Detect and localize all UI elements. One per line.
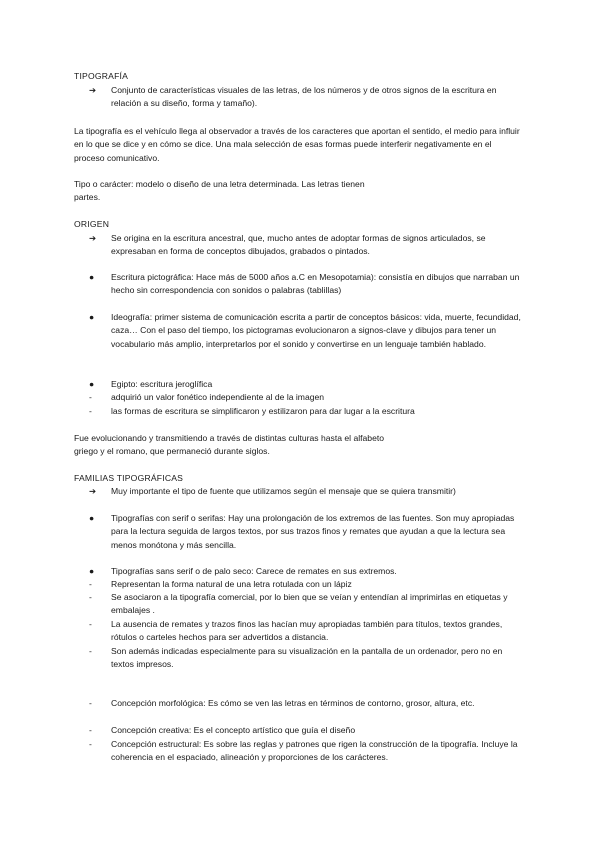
list-item-text: Ideografía: primer sistema de comunicación escrita a partir de conceptos básicos: vida, muerte, fecundidad, caza… Con el paso del tiempo, los pictogramas evolucionaron a signos-clave y dibujos para tener un vocabulario más amplio, interpretarlos por el sonido y convertirse en un lenguaje también hablado. — [111, 312, 521, 349]
arrow-icon: ➔ — [89, 85, 97, 95]
list-item-text: Muy importante el tipo de fuente que utilizamos según el mensaje que se quiera transmitir) — [111, 486, 456, 496]
list-item-text: Conjunto de características visuales de las letras, de los números y de otros signos de la escritura en relación a su diseño, forma y tamaño). — [111, 85, 497, 109]
paragraph-tipo-caracter — [74, 178, 522, 205]
heading-familias: FAMILIAS TIPOGRÁFICAS — [74, 473, 184, 483]
dash-item — [89, 391, 523, 404]
paragraph-evolucion — [74, 432, 522, 459]
list-item-text: Se origina en la escritura ancestral, que, mucho antes de adoptar formas de signos articulados, se expresaban en forma de conceptos dibujados, grabados o pintados. — [111, 233, 486, 257]
dash-item — [89, 645, 523, 672]
heading-origen: ORIGEN — [74, 219, 110, 229]
bullet-icon: ● — [89, 566, 95, 576]
list-item-text: La ausencia de remates y trazos finos las hacían muy apropiadas también para títulos, textos grandes, rótulos o carteles hechos para ser advertidos a distancia. — [111, 619, 503, 643]
dash-item — [89, 591, 523, 618]
bullet-icon: ● — [89, 379, 95, 389]
paragraph-tipografia: La tipografía es el vehículo llega al observador a través de los caracteres que aportan el sentido, el medio para influir en lo que se dice y en cómo se dice. Una mala selección de esas formas puede interferir negativamente en el proceso comunicativo. — [74, 126, 520, 163]
list-item-text: Concepción morfológica: Es cómo se ven las letras en términos de contorno, grosor, altura, etc. — [111, 698, 475, 708]
dash-icon: - — [89, 725, 92, 735]
dash-icon: - — [89, 592, 92, 602]
dash-icon: - — [89, 392, 92, 402]
paragraph-line: partes. — [74, 192, 101, 203]
arrow-icon: ➔ — [89, 233, 97, 243]
dash-icon: - — [89, 739, 92, 749]
list-item-text: Concepción estructural: Es sobre las reglas y patrones que rigen la construcción de la tipografía. Incluye la coherencia en el espaciado, alineación y proporciones de los carácteres. — [111, 739, 518, 763]
bullet-item-pictografica — [89, 271, 523, 298]
list-item-text: Tipografías sans serif o de palo seco: Carece de remates en sus extremos. — [111, 566, 397, 576]
dash-item — [89, 405, 523, 418]
bullet-item-egipto — [89, 378, 523, 391]
dash-item-concepcion-estructural — [89, 738, 523, 765]
dash-icon: - — [89, 698, 92, 708]
paragraph-line: Fue evolucionando y transmitiendo a través de distintas culturas hasta el alfabeto — [74, 433, 385, 443]
dash-icon: - — [89, 646, 92, 656]
bullet-item-ideografia — [89, 311, 523, 351]
bullet-icon: ● — [89, 272, 95, 282]
bullet-item-sans-serif — [89, 565, 523, 578]
dash-icon: - — [89, 619, 92, 629]
list-item-text: Se asociaron a la tipografía comercial, por lo bien que se veían y entendían al imprimirlas en etiquetas y embalajes . — [111, 592, 508, 616]
list-item-text: Tipografías con serif o serifas: Hay una prolongación de los extremos de las fuentes. Son muy apropiadas para la lectura seguida de largos textos, por sus trazos finos y remates que ayudan a que la lectura sea menos monótona y más sencilla. — [111, 513, 515, 550]
list-item-text: Son además indicadas especialmente para su visualización en la pantalla de un ordenador, pero no en textos impresos. — [111, 646, 503, 670]
paragraph-line: Tipo o carácter: modelo o diseño de una letra determinada. Las letras tienen — [74, 179, 365, 189]
heading-tipografia: TIPOGRAFÍA — [74, 71, 129, 81]
arrow-item-familias — [89, 485, 523, 498]
arrow-item-origen — [89, 232, 509, 259]
list-item-text: adquirió un valor fonético independiente al de la imagen — [111, 392, 325, 402]
dash-icon: - — [89, 579, 92, 589]
bullet-icon: ● — [89, 513, 95, 523]
list-item-text: Concepción creativa: Es el concepto artístico que guía el diseño — [111, 725, 356, 735]
arrow-icon: ➔ — [89, 486, 97, 496]
list-item-text: Representan la forma natural de una letra rotulada con un lápiz — [111, 579, 352, 589]
list-item-text: Escritura pictográfica: Hace más de 5000 años a.C en Mesopotamia): consistía en dibujos que narraban un hecho sin correspondencia con sonidos o palabras (tablillas) — [111, 272, 520, 296]
dash-item-concepcion-morfologica — [89, 697, 523, 710]
dash-icon: - — [89, 406, 92, 416]
paragraph-line: griego y el romano, que permaneció durante siglos. — [74, 446, 270, 457]
dash-item — [89, 618, 523, 645]
bullet-item-serif — [89, 512, 523, 552]
dash-item-concepcion-creativa — [89, 724, 523, 737]
list-item-text: Egipto: escritura jeroglífica — [111, 379, 213, 389]
dash-item — [89, 578, 523, 591]
bullet-icon: ● — [89, 312, 95, 322]
list-item-text: las formas de escritura se simplificaron y estilizaron para dar lugar a la escritura — [111, 406, 415, 416]
arrow-item-tipografia — [89, 84, 519, 111]
